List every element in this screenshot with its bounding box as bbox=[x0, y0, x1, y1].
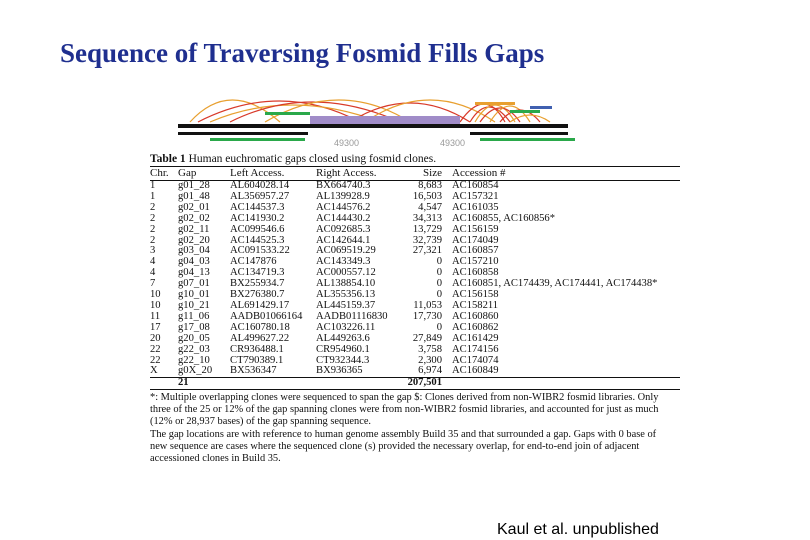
table-cell: AC157210 bbox=[452, 257, 499, 268]
table-cell: g10_01 bbox=[178, 290, 210, 301]
table-cell: g02_20 bbox=[178, 235, 210, 246]
table-cell: 7 bbox=[150, 279, 156, 290]
table-cell: AC174156 bbox=[452, 344, 499, 355]
table-cell: AL445159.37 bbox=[316, 300, 376, 311]
table-cell: 0 bbox=[436, 290, 442, 301]
table-cell: AL691429.17 bbox=[230, 300, 290, 311]
table-cell: AC091533.22 bbox=[230, 246, 290, 257]
table-cell: AC160780.18 bbox=[230, 322, 290, 333]
table-cell: AC103226.11 bbox=[316, 322, 376, 333]
table-cell: g01_48 bbox=[178, 191, 210, 202]
table-cell: g04_03 bbox=[178, 257, 210, 268]
clone-bar bbox=[530, 106, 552, 109]
table-row bbox=[150, 236, 680, 247]
table-cell: BX936365 bbox=[316, 366, 363, 377]
table-cell: 2 bbox=[150, 224, 156, 235]
table-cell: AC160855, AC160856* bbox=[452, 213, 556, 224]
table-cell: 32,739 bbox=[412, 235, 442, 246]
table-cell: AC144525.3 bbox=[230, 235, 285, 246]
table-cell: AC160862 bbox=[452, 322, 499, 333]
table-cell: AL449263.6 bbox=[316, 333, 370, 344]
table-cell: AC174049 bbox=[452, 235, 499, 246]
table-cell: 2 bbox=[150, 235, 156, 246]
table-cell: 11 bbox=[150, 311, 161, 322]
table-row bbox=[150, 301, 680, 312]
coordinate-label: 49300 bbox=[440, 138, 466, 146]
table-cell: AC158211 bbox=[452, 300, 499, 311]
table-cell: 10 bbox=[150, 300, 161, 311]
table-cell: g04_13 bbox=[178, 268, 210, 279]
table-cell: 1 bbox=[150, 191, 156, 202]
table-cell: 1 bbox=[150, 180, 156, 191]
table-row bbox=[150, 323, 680, 334]
table-cell: AC156158 bbox=[452, 290, 499, 301]
table-row bbox=[150, 312, 680, 323]
table-cell: g17_08 bbox=[178, 322, 210, 333]
table-cell: 22 bbox=[150, 355, 161, 366]
table-footnote: The gap locations are with reference to human genome assembly Build 35 and that surrounded a gap. Gaps with 0 base of new sequence are cases where the sequenced clone (s) provided the necessary overlap, for end-to-end join of adjacent accessioned clones in Build 35. bbox=[150, 428, 657, 464]
table-cell: CT790389.1 bbox=[230, 355, 284, 366]
table-row bbox=[150, 356, 680, 367]
table-row bbox=[150, 334, 680, 345]
table-cell: AL355356.13 bbox=[316, 290, 376, 301]
table-cell: g22_03 bbox=[178, 344, 210, 355]
table-cell: 22 bbox=[150, 344, 161, 355]
table-caption-number: Table 1 bbox=[150, 153, 186, 165]
table-cell: g02_01 bbox=[178, 202, 210, 213]
clone-bar bbox=[480, 138, 575, 141]
table-row bbox=[150, 290, 680, 301]
table-cell: AC160854 bbox=[452, 180, 499, 191]
table-row bbox=[150, 257, 680, 268]
table-cell: g10_21 bbox=[178, 300, 210, 311]
table-row bbox=[150, 268, 680, 279]
table-total-row bbox=[150, 378, 680, 390]
slide-title: Sequence of Traversing Fosmid Fills Gaps bbox=[60, 38, 545, 68]
table-cell: BX664740.3 bbox=[316, 180, 371, 191]
table-cell: AC099546.6 bbox=[230, 224, 285, 235]
table-cell: X bbox=[150, 366, 158, 377]
table-cell: 13,729 bbox=[412, 224, 442, 235]
table-cell: g07_01 bbox=[178, 279, 210, 290]
table-cell: AC141930.2 bbox=[230, 213, 285, 224]
table-row bbox=[150, 214, 680, 225]
table-footnote: *: Multiple overlapping clones were sequenced to span the gap $: Clones derived from non-WIBR2 fosmid libraries. Only three of the 25 or 12% of the gap spanning clones were from non-WIBR2 fosmid libraries, and accounted for just as much (12% or 28,937 bases) of the gap spanning sequence. bbox=[150, 392, 659, 428]
clone-bar bbox=[510, 110, 540, 113]
table-header-row bbox=[150, 167, 680, 181]
table-cell: AADB01066164 bbox=[230, 311, 303, 322]
contig-bar bbox=[178, 132, 308, 135]
table-cell: 0 bbox=[436, 257, 442, 268]
table-cell: 2,300 bbox=[418, 355, 442, 366]
coordinate-label: 49300 bbox=[334, 138, 360, 146]
table-row bbox=[150, 192, 680, 203]
table-cell: 6,974 bbox=[418, 366, 442, 377]
table-cell: AL138854.10 bbox=[316, 279, 376, 290]
gap-table-block bbox=[150, 152, 680, 465]
table-cell: 11,053 bbox=[413, 300, 442, 311]
table-cell: AADB01116830 bbox=[316, 311, 388, 322]
table-cell: AC069519.29 bbox=[316, 246, 376, 257]
clone-bar bbox=[475, 102, 515, 105]
chromosome-track bbox=[178, 124, 568, 128]
table-cell: AC142644.1 bbox=[316, 235, 371, 246]
table-cell: AC143349.3 bbox=[316, 257, 371, 268]
total-size: 207,501 bbox=[402, 378, 446, 390]
table-cell: 34,313 bbox=[412, 213, 442, 224]
table-cell: 8,683 bbox=[418, 180, 442, 191]
table-cell: AC160860 bbox=[452, 311, 499, 322]
table-cell: AC157321 bbox=[452, 191, 499, 202]
table-cell: g03_04 bbox=[178, 246, 210, 257]
table-cell: 10 bbox=[150, 290, 161, 301]
clone-bar bbox=[210, 138, 305, 141]
table-cell: 2 bbox=[150, 213, 156, 224]
table-cell: AC134719.3 bbox=[230, 268, 285, 279]
table-cell: 17,730 bbox=[412, 311, 442, 322]
table-cell: AL356957.27 bbox=[230, 191, 290, 202]
table-cell: g02_11 bbox=[178, 224, 210, 235]
table-row bbox=[150, 203, 680, 214]
table-cell: AC000557.12 bbox=[316, 268, 376, 279]
table-caption-text: Human euchromatic gaps closed using fosmid clones. bbox=[188, 153, 437, 165]
table-cell: AC160858 bbox=[452, 268, 499, 279]
table-cell: CT932344.3 bbox=[316, 355, 370, 366]
table-cell: AC161035 bbox=[452, 202, 499, 213]
column-header: Right Access. bbox=[316, 167, 402, 181]
table-cell: 27,849 bbox=[412, 333, 442, 344]
table-row bbox=[150, 181, 680, 192]
table-cell: AC156159 bbox=[452, 224, 499, 235]
table-cell: 3 bbox=[150, 246, 156, 257]
total-count: 21 bbox=[178, 378, 230, 390]
table-cell: 0 bbox=[436, 279, 442, 290]
clone-bar bbox=[265, 112, 310, 115]
table-cell: 17 bbox=[150, 322, 161, 333]
table-cell: 0 bbox=[436, 268, 442, 279]
table-row bbox=[150, 279, 680, 290]
table-row bbox=[150, 225, 680, 236]
table-cell: CR954960.1 bbox=[316, 344, 370, 355]
table-cell: g22_10 bbox=[178, 355, 210, 366]
table-cell: 16,503 bbox=[412, 191, 442, 202]
table-cell: 2 bbox=[150, 202, 156, 213]
table-cell: AL139928.9 bbox=[316, 191, 370, 202]
table-cell: BX536347 bbox=[230, 366, 277, 377]
table-caption bbox=[150, 152, 680, 166]
table-row bbox=[150, 246, 680, 257]
column-header: Gap bbox=[178, 167, 230, 181]
attribution-credit: Kaul et al. unpublished bbox=[497, 521, 659, 538]
table-cell: AC160851, AC174439, AC174441, AC174438* bbox=[452, 279, 658, 290]
table-cell: AC144576.2 bbox=[316, 202, 371, 213]
table-cell: CR936488.1 bbox=[230, 344, 284, 355]
table-cell: g11_06 bbox=[178, 311, 210, 322]
table-cell: g01_28 bbox=[178, 180, 210, 191]
column-header: Chr. bbox=[150, 167, 178, 181]
column-header: Size bbox=[402, 167, 446, 181]
column-header: Accession # bbox=[446, 167, 680, 181]
table-row bbox=[150, 345, 680, 356]
table-cell: g0X_20 bbox=[178, 366, 213, 377]
column-header: Left Access. bbox=[230, 167, 316, 181]
contig-bar bbox=[470, 132, 568, 135]
table-row bbox=[150, 366, 680, 377]
table-cell: AC160857 bbox=[452, 246, 499, 257]
table-cell: BX255934.7 bbox=[230, 279, 285, 290]
table-cell: 3,758 bbox=[418, 344, 442, 355]
table-cell: AC147876 bbox=[230, 257, 277, 268]
table-cell: AC144537.3 bbox=[230, 202, 285, 213]
table-cell: 27,321 bbox=[412, 246, 442, 257]
table-cell: 4,547 bbox=[418, 202, 442, 213]
table-cell: 0 bbox=[436, 322, 442, 333]
table-cell: AC160849 bbox=[452, 366, 499, 377]
table-cell: AL604028.14 bbox=[230, 180, 290, 191]
table-cell: AC161429 bbox=[452, 333, 499, 344]
table-cell: AC144430.2 bbox=[316, 213, 371, 224]
table-cell: g02_02 bbox=[178, 213, 210, 224]
table-cell: AC174074 bbox=[452, 355, 499, 366]
fosmid-gap-diagram bbox=[170, 88, 580, 146]
table-cell: BX276380.7 bbox=[230, 290, 285, 301]
table-cell: 4 bbox=[150, 257, 156, 268]
table-cell: AC092685.3 bbox=[316, 224, 371, 235]
table-cell: AL499627.22 bbox=[230, 333, 290, 344]
table-cell: g20_05 bbox=[178, 333, 210, 344]
gap-closure-table bbox=[150, 166, 680, 390]
table-cell: 4 bbox=[150, 268, 156, 279]
table-cell: 20 bbox=[150, 333, 161, 344]
